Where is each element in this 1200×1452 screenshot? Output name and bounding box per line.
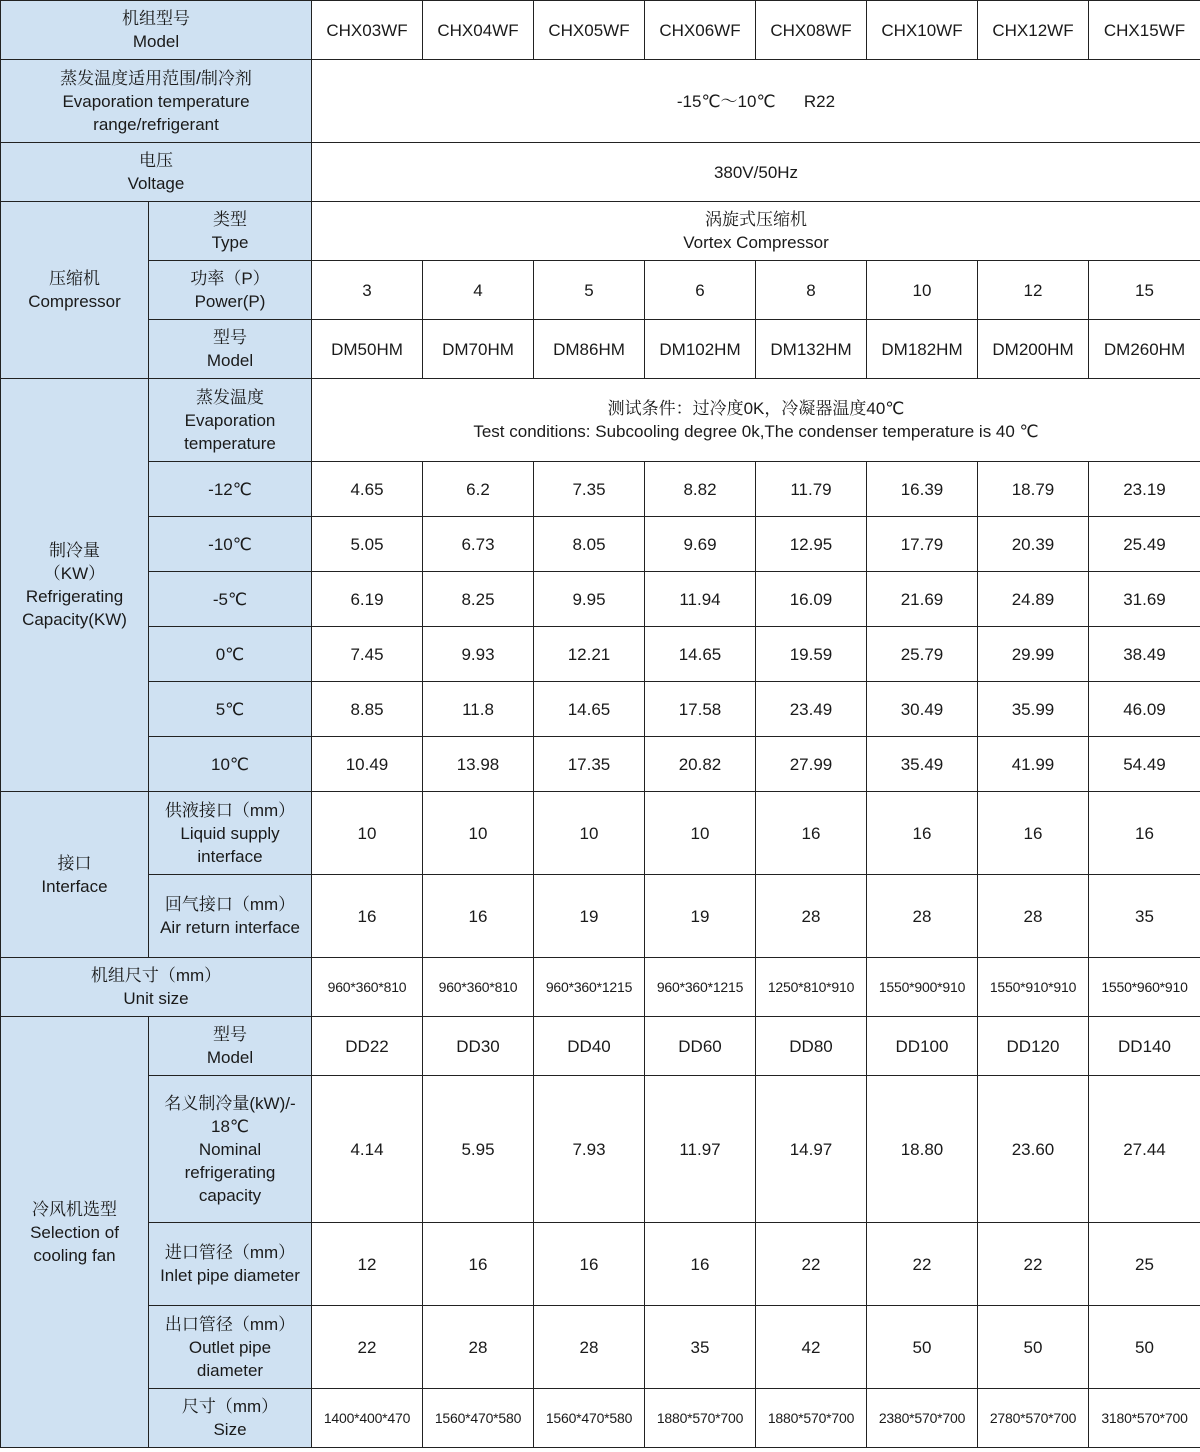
capacity-cell: 16.09	[756, 572, 867, 627]
compressor-model-cell: DM86HM	[534, 320, 645, 379]
power-cell: 15	[1089, 261, 1200, 320]
capacity-cell: 10.49	[312, 737, 423, 792]
capacity-cell: 41.99	[978, 737, 1089, 792]
fan-model-cell: DD140	[1089, 1017, 1200, 1076]
fan-outlet-cell: 42	[756, 1306, 867, 1389]
capacity-cell: 8.82	[645, 462, 756, 517]
fan-size-cell: 1880*570*700	[645, 1389, 756, 1448]
capacity-cell: 17.35	[534, 737, 645, 792]
unit-size-cell: 960*360*1215	[645, 958, 756, 1017]
compressor-type-header: 类型 Type	[149, 202, 312, 261]
compressor-model-cell: DM70HM	[423, 320, 534, 379]
fan-size-cell: 2780*570*700	[978, 1389, 1089, 1448]
fan-size-cell: 1560*470*580	[423, 1389, 534, 1448]
fan-nominal-cell: 7.93	[534, 1076, 645, 1223]
capacity-row	[1, 627, 1200, 682]
power-cell: 12	[978, 261, 1089, 320]
fan-nominal-cell: 11.97	[645, 1076, 756, 1223]
power-cell: 8	[756, 261, 867, 320]
model-cell: CHX04WF	[423, 1, 534, 60]
compressor-model-cell: DM102HM	[645, 320, 756, 379]
voltage-header: 电压 Voltage	[1, 143, 312, 202]
row-fan-size	[1, 1389, 1200, 1448]
fan-inlet-cell: 22	[867, 1223, 978, 1306]
capacity-cell: 5.05	[312, 517, 423, 572]
power-cell: 3	[312, 261, 423, 320]
liquid-supply-cell: 16	[1089, 792, 1200, 875]
capacity-cell: 20.39	[978, 517, 1089, 572]
power-cell: 4	[423, 261, 534, 320]
fan-inlet-cell: 16	[645, 1223, 756, 1306]
evap-temp-label: 5℃	[149, 682, 312, 737]
model-cell: CHX05WF	[534, 1, 645, 60]
air-return-header: 回气接口（mm） Air return interface	[149, 875, 312, 958]
model-header-cell: 机组型号 Model	[1, 1, 312, 60]
evap-range-value: -15℃～10℃ R22	[312, 60, 1200, 143]
row-evap-range	[1, 60, 1200, 143]
fan-outlet-cell: 22	[312, 1306, 423, 1389]
capacity-cell: 27.99	[756, 737, 867, 792]
fan-inlet-cell: 22	[978, 1223, 1089, 1306]
air-return-cell: 28	[756, 875, 867, 958]
model-cell: CHX08WF	[756, 1, 867, 60]
fan-inlet-cell: 16	[534, 1223, 645, 1306]
capacity-cell: 30.49	[867, 682, 978, 737]
capacity-row	[1, 517, 1200, 572]
capacity-group-header: 制冷量 （KW） Refrigerating Capacity(KW)	[1, 379, 149, 792]
compressor-model-cell: DM132HM	[756, 320, 867, 379]
capacity-cell: 25.49	[1089, 517, 1200, 572]
fan-outlet-cell: 28	[423, 1306, 534, 1389]
capacity-cell: 12.95	[756, 517, 867, 572]
capacity-cell: 6.19	[312, 572, 423, 627]
capacity-cell: 11.79	[756, 462, 867, 517]
capacity-cell: 17.79	[867, 517, 978, 572]
evap-temp-label: -10℃	[149, 517, 312, 572]
test-conditions: 测试条件：过冷度0K，冷凝器温度40℃ Test conditions: Subcooling degree 0k,The condenser temperature is 40 ℃	[312, 379, 1200, 462]
fan-outlet-cell: 50	[1089, 1306, 1200, 1389]
capacity-cell: 20.82	[645, 737, 756, 792]
capacity-cell: 14.65	[534, 682, 645, 737]
power-cell: 6	[645, 261, 756, 320]
capacity-cell: 6.73	[423, 517, 534, 572]
capacity-cell: 7.45	[312, 627, 423, 682]
fan-size-cell: 3180*570*700	[1089, 1389, 1200, 1448]
unit-size-cell: 960*360*810	[312, 958, 423, 1017]
capacity-cell: 11.94	[645, 572, 756, 627]
capacity-cell: 7.35	[534, 462, 645, 517]
compressor-group-header: 压缩机 Compressor	[1, 202, 149, 379]
power-cell: 10	[867, 261, 978, 320]
air-return-cell: 28	[978, 875, 1089, 958]
capacity-cell: 14.65	[645, 627, 756, 682]
capacity-cell: 13.98	[423, 737, 534, 792]
fan-model-cell: DD120	[978, 1017, 1089, 1076]
evap-temp-label: 0℃	[149, 627, 312, 682]
row-compressor-type	[1, 202, 1200, 261]
unit-size-cell: 960*360*1215	[534, 958, 645, 1017]
capacity-cell: 8.05	[534, 517, 645, 572]
model-cell: CHX12WF	[978, 1, 1089, 60]
air-return-cell: 16	[312, 875, 423, 958]
unit-size-cell: 1550*960*910	[1089, 958, 1200, 1017]
row-unit-size	[1, 958, 1200, 1017]
row-compressor-model	[1, 320, 1200, 379]
row-fan-outlet	[1, 1306, 1200, 1389]
compressor-type-value: 涡旋式压缩机 Vortex Compressor	[312, 202, 1200, 261]
compressor-model-cell: DM200HM	[978, 320, 1089, 379]
row-air-return	[1, 875, 1200, 958]
compressor-model-cell: DM182HM	[867, 320, 978, 379]
capacity-cell: 4.65	[312, 462, 423, 517]
capacity-cell: 6.2	[423, 462, 534, 517]
liquid-supply-cell: 10	[645, 792, 756, 875]
unit-size-cell: 1250*810*910	[756, 958, 867, 1017]
fan-nominal-cell: 14.97	[756, 1076, 867, 1223]
air-return-cell: 28	[867, 875, 978, 958]
fan-model-header: 型号 Model	[149, 1017, 312, 1076]
capacity-cell: 9.93	[423, 627, 534, 682]
model-cell: CHX06WF	[645, 1, 756, 60]
capacity-row	[1, 682, 1200, 737]
fan-nominal-cell: 4.14	[312, 1076, 423, 1223]
evap-temp-label: -12℃	[149, 462, 312, 517]
unit-size-cell: 1550*900*910	[867, 958, 978, 1017]
liquid-supply-cell: 16	[756, 792, 867, 875]
model-cell: CHX03WF	[312, 1, 423, 60]
fan-size-cell: 1880*570*700	[756, 1389, 867, 1448]
power-cell: 5	[534, 261, 645, 320]
row-fan-model	[1, 1017, 1200, 1076]
capacity-row	[1, 572, 1200, 627]
capacity-cell: 31.69	[1089, 572, 1200, 627]
evap-range-header: 蒸发温度适用范围/制冷剂 Evaporation temperature range/refrigerant	[1, 60, 312, 143]
capacity-cell: 16.39	[867, 462, 978, 517]
row-liquid-supply	[1, 792, 1200, 875]
fan-inlet-cell: 12	[312, 1223, 423, 1306]
fan-model-cell: DD30	[423, 1017, 534, 1076]
fan-inlet-cell: 22	[756, 1223, 867, 1306]
capacity-cell: 23.49	[756, 682, 867, 737]
row-voltage	[1, 143, 1200, 202]
unit-size-cell: 960*360*810	[423, 958, 534, 1017]
capacity-cell: 54.49	[1089, 737, 1200, 792]
fan-outlet-cell: 50	[867, 1306, 978, 1389]
liquid-supply-header: 供液接口（mm） Liquid supply interface	[149, 792, 312, 875]
fan-model-cell: DD100	[867, 1017, 978, 1076]
row-compressor-power	[1, 261, 1200, 320]
capacity-cell: 46.09	[1089, 682, 1200, 737]
evap-temp-header: 蒸发温度 Evaporation temperature	[149, 379, 312, 462]
fan-nominal-cell: 23.60	[978, 1076, 1089, 1223]
model-cell: CHX10WF	[867, 1, 978, 60]
compressor-power-header: 功率（P） Power(P)	[149, 261, 312, 320]
fan-model-cell: DD60	[645, 1017, 756, 1076]
fan-inlet-header: 进口管径（mm） Inlet pipe diameter	[149, 1223, 312, 1306]
evap-temp-label: 10℃	[149, 737, 312, 792]
fan-size-cell: 1560*470*580	[534, 1389, 645, 1448]
unit-size-cell: 1550*910*910	[978, 958, 1089, 1017]
air-return-cell: 19	[534, 875, 645, 958]
capacity-cell: 17.58	[645, 682, 756, 737]
row-model	[1, 1, 1200, 60]
voltage-value: 380V/50Hz	[312, 143, 1200, 202]
liquid-supply-cell: 10	[423, 792, 534, 875]
fan-model-cell: DD22	[312, 1017, 423, 1076]
liquid-supply-cell: 10	[534, 792, 645, 875]
row-fan-inlet	[1, 1223, 1200, 1306]
model-cell: CHX15WF	[1089, 1, 1200, 60]
row-test-conditions	[1, 379, 1200, 462]
fan-outlet-cell: 50	[978, 1306, 1089, 1389]
liquid-supply-cell: 16	[978, 792, 1089, 875]
air-return-cell: 19	[645, 875, 756, 958]
evap-temp-label: -5℃	[149, 572, 312, 627]
fan-outlet-cell: 35	[645, 1306, 756, 1389]
capacity-row	[1, 737, 1200, 792]
liquid-supply-cell: 10	[312, 792, 423, 875]
fan-nominal-cell: 27.44	[1089, 1076, 1200, 1223]
row-fan-nominal	[1, 1076, 1200, 1223]
interface-group-header: 接口 Interface	[1, 792, 149, 958]
compressor-model-cell: DM260HM	[1089, 320, 1200, 379]
capacity-cell: 12.21	[534, 627, 645, 682]
fan-nominal-header: 名义制冷量(kW)/- 18℃ Nominal refrigerating capacity	[149, 1076, 312, 1223]
capacity-cell: 9.69	[645, 517, 756, 572]
capacity-cell: 11.8	[423, 682, 534, 737]
fan-nominal-cell: 5.95	[423, 1076, 534, 1223]
unit-size-header: 机组尺寸（mm） Unit size	[1, 958, 312, 1017]
capacity-cell: 8.25	[423, 572, 534, 627]
fan-outlet-header: 出口管径（mm） Outlet pipe diameter	[149, 1306, 312, 1389]
capacity-cell: 8.85	[312, 682, 423, 737]
capacity-cell: 29.99	[978, 627, 1089, 682]
fan-group-header: 冷风机选型 Selection of cooling fan	[1, 1017, 149, 1448]
capacity-cell: 18.79	[978, 462, 1089, 517]
capacity-cell: 24.89	[978, 572, 1089, 627]
capacity-row	[1, 462, 1200, 517]
fan-size-header: 尺寸（mm） Size	[149, 1389, 312, 1448]
fan-inlet-cell: 16	[423, 1223, 534, 1306]
fan-size-cell: 2380*570*700	[867, 1389, 978, 1448]
fan-outlet-cell: 28	[534, 1306, 645, 1389]
capacity-cell: 35.99	[978, 682, 1089, 737]
compressor-model-header: 型号 Model	[149, 320, 312, 379]
capacity-cell: 35.49	[867, 737, 978, 792]
capacity-cell: 19.59	[756, 627, 867, 682]
capacity-cell: 21.69	[867, 572, 978, 627]
capacity-cell: 25.79	[867, 627, 978, 682]
capacity-cell: 38.49	[1089, 627, 1200, 682]
liquid-supply-cell: 16	[867, 792, 978, 875]
air-return-cell: 35	[1089, 875, 1200, 958]
fan-model-cell: DD40	[534, 1017, 645, 1076]
capacity-cell: 9.95	[534, 572, 645, 627]
air-return-cell: 16	[423, 875, 534, 958]
capacity-cell: 23.19	[1089, 462, 1200, 517]
fan-model-cell: DD80	[756, 1017, 867, 1076]
fan-size-cell: 1400*400*470	[312, 1389, 423, 1448]
fan-nominal-cell: 18.80	[867, 1076, 978, 1223]
fan-inlet-cell: 25	[1089, 1223, 1200, 1306]
compressor-model-cell: DM50HM	[312, 320, 423, 379]
